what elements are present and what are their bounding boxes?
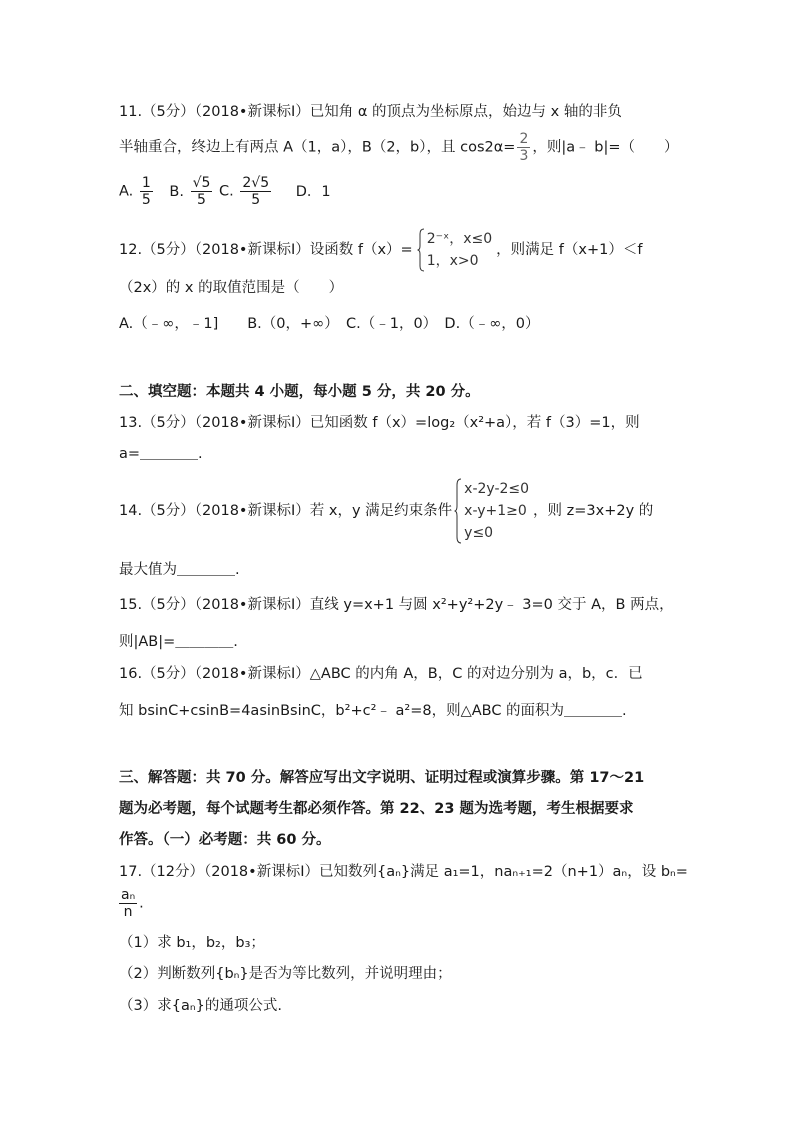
q14-post: ，则 z=3x+2y 的 xyxy=(533,503,654,519)
q17-fraction-den: n xyxy=(123,904,133,920)
q11-option-a-fraction xyxy=(140,176,153,207)
q12-line1 xyxy=(119,228,642,272)
q15-line1: 15.（5分）（2018•新课标Ⅰ）直线 y=x+1 与圆 x²+y²+2y﹣ 3=0 交于 A，B 两点， xyxy=(119,597,674,613)
q11-option-b-fraction xyxy=(191,176,213,207)
q14-constraints xyxy=(454,478,529,544)
q12-options: A.（﹣∞，﹣1] B.（0，+∞） C.（﹣1，0） D.（﹣∞，0） xyxy=(119,316,540,332)
q14-constraint-3: y≤0 xyxy=(464,525,494,541)
q15-line2: 则|AB|=＿＿＿＿. xyxy=(119,634,238,650)
q11-option-a-num: 1 xyxy=(141,175,151,191)
q12-line1-pre: 12.（5分）（2018•新课标Ⅰ）设函数 f（x）= xyxy=(119,242,413,258)
q17-fraction-num: aₙ xyxy=(121,887,136,903)
q11-option-a-label: A. xyxy=(119,183,134,200)
q12-case1: 2⁻ˣ，x≤0 xyxy=(426,231,493,247)
left-brace-icon xyxy=(417,228,425,272)
section3-line1: 三、解答题：共 70 分。解答应写出文字说明、证明过程或演算步骤。第 17～21 xyxy=(119,770,645,786)
q17-sub1: （1）求 b₁，b₂，b₃； xyxy=(119,935,265,951)
section2-heading: 二、填空题：本题共 4 小题，每小题 5 分，共 20 分。 xyxy=(119,384,480,400)
q16-line1: 16.（5分）（2018•新课标Ⅰ）△ABC 的内角 A，B，C 的对边分别为 a，b，c．已 xyxy=(119,666,643,682)
q11-option-b-den: 5 xyxy=(197,192,206,208)
q12-line1-post: ，则满足 f（x+1）＜f xyxy=(496,242,643,258)
q17-fraction xyxy=(119,888,137,919)
q14-constraint-2: x-y+1≥0 xyxy=(464,503,527,519)
section3-line2: 题为必考题，每个试题考生都必须作答。第 22、23 题为选考题，考生根据要求 xyxy=(119,801,634,817)
q11-option-c-den: 5 xyxy=(251,192,261,208)
q13-line2: a=＿＿＿＿. xyxy=(119,446,203,462)
left-brace-icon xyxy=(454,478,462,544)
q17-sub2: （2）判断数列{bₙ}是否为等比数列，并说明理由； xyxy=(119,966,452,982)
q11-line2-pre: 半轴重合，终边上有两点 A（1，a），B（2，b），且 cos2α= xyxy=(119,139,516,156)
q14-pre: 14.（5分）（2018•新课标Ⅰ）若 x，y 满足约束条件 xyxy=(119,503,453,519)
q11-option-c-num: 2√5 xyxy=(242,175,270,191)
q13-line1: 13.（5分）（2018•新课标Ⅰ）已知函数 f（x）=log₂（x²+a），若 f（3）=1，则 xyxy=(119,415,640,431)
q11-option-d: D．1 xyxy=(295,183,331,200)
q14-constraint-1: x-2y-2≤0 xyxy=(464,481,530,497)
q17-fraction-post: . xyxy=(139,895,144,912)
q11-option-c-fraction xyxy=(240,176,271,207)
q11-cos-fraction xyxy=(517,132,530,163)
q17-sub3: （3）求{aₙ}的通项公式. xyxy=(119,998,282,1014)
q12-case2: 1，x>0 xyxy=(426,253,479,269)
q11-option-b-label: B. xyxy=(169,183,184,200)
q11-line1: 11.（5分）（2018•新课标Ⅰ）已知角 α 的顶点为坐标原点，始边与 x 轴的非负 xyxy=(119,104,622,120)
q16-line2: 知 bsinC+csinB=4asinBsinC，b²+c²﹣ a²=8，则△ABC 的面积为＿＿＿＿. xyxy=(119,703,627,719)
q17-fraction-line xyxy=(119,888,144,919)
q11-option-b-num: √5 xyxy=(192,175,211,191)
q11-options xyxy=(119,176,331,207)
q11-line2 xyxy=(119,132,679,163)
q11-cos-fraction-num: 2 xyxy=(519,131,529,147)
q17-line1: 17.（12分）（2018•新课标Ⅰ）已知数列{aₙ}满足 a₁=1，naₙ₊₁=2（n+1）aₙ，设 bₙ= xyxy=(119,864,688,880)
q12-line2: （2x）的 x 的取值范围是（ ） xyxy=(119,280,344,296)
q14-line2: 最大值为＿＿＿＿. xyxy=(119,562,240,578)
q11-line2-post: ，则|a﹣ b|=（ ） xyxy=(532,139,679,156)
q11-option-c-label: C. xyxy=(219,183,234,200)
section3-line3: 作答。（一）必考题：共 60 分。 xyxy=(119,832,331,848)
q11-cos-fraction-den: 3 xyxy=(519,148,529,164)
q12-piecewise xyxy=(417,228,492,272)
q11-option-a-den: 5 xyxy=(141,192,151,208)
q14-line1 xyxy=(119,478,653,544)
